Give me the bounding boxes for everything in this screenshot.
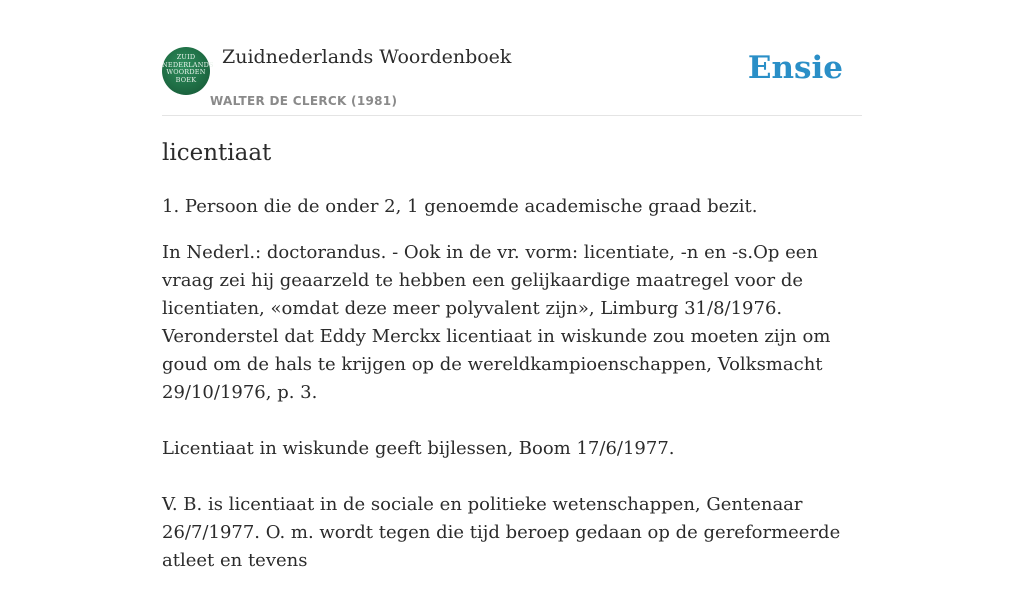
dictionary-logo[interactable] [162,47,214,95]
entry-paragraph: In Nederl.: doctorandus. - Ook in de vr. vorm: licentiate, -n en -s.Op een vraag zei hij geaarzeld te hebben een gelijkaardige maatregel voor de licentiaten, «omdat deze meer polyvalent zijn», Limburg 31/8/1976. Veronderstel dat Eddy Merckx licentiaat in wiskunde zou moeten zijn om goud om de hals te krijgen op de wereldkampioenschappen, Volksmacht 29/10/1976, p. 3. [162,242,831,403]
dictionary-author: WALTER DE CLERCK (1981) [210,94,398,108]
dictionary-title[interactable]: Zuidnederlands Woordenboek [222,46,512,68]
site-header [162,0,862,116]
entry-body [162,239,862,603]
brand-logo[interactable]: Ensie [747,50,843,86]
entry-paragraph: Licentiaat in wiskunde geeft bijlessen, Boom 17/6/1977. [162,438,675,459]
entry-paragraph: V. B. is licentiaat in de sociale en politieke wetenschappen, Gentenaar 26/7/1977. O. m. wordt tegen die tijd beroep gedaan op de gereformeerde atleet en tevens [162,494,841,571]
page [162,0,862,571]
entry-headword: licentiaat [162,140,272,166]
logo-text: ZUID NEDERLANDS WOORDEN BOEK [162,53,214,84]
entry-definition: 1. Persoon die de onder 2, 1 genoemde academische graad bezit. [162,196,758,217]
